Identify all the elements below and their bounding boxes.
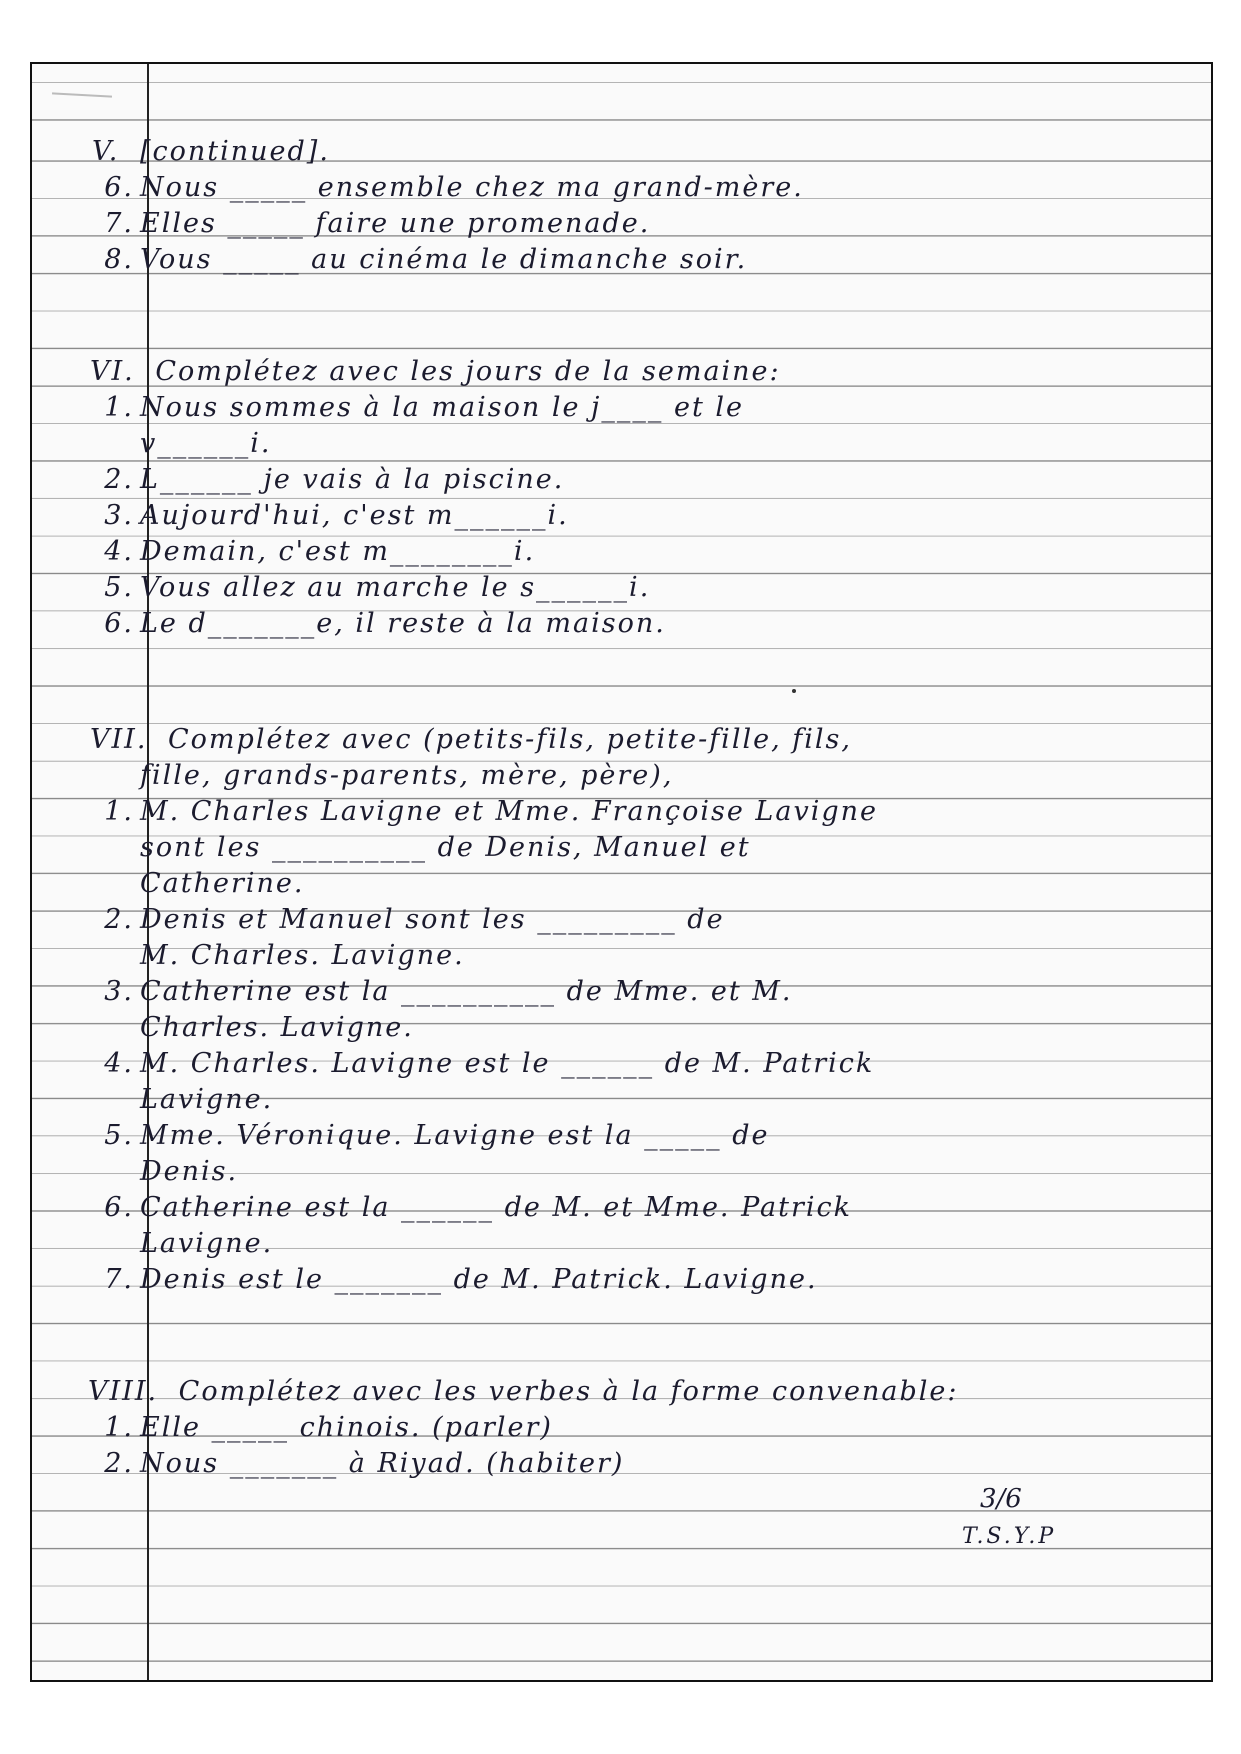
ink-dot <box>792 689 796 693</box>
item-text: Catherine. <box>140 868 305 899</box>
item-text: Mme. Véronique. Lavigne est la _____ de <box>140 1120 770 1151</box>
section-title: Complétez avec les jours de la semaine: <box>155 356 781 387</box>
item-number: 6. <box>104 172 134 203</box>
section-number: VII. <box>90 724 148 755</box>
item-text: M. Charles Lavigne et Mme. Françoise Lavigne <box>140 796 878 827</box>
item-number: 1. <box>104 1412 134 1443</box>
item-text: L______ je vais à la piscine. <box>140 464 565 495</box>
notebook-page <box>30 62 1213 1682</box>
section-heading <box>92 136 330 167</box>
item-text: Vous allez au marche le s______i. <box>140 572 651 603</box>
item-number: 5. <box>104 572 134 603</box>
item-number: 6. <box>104 1192 134 1223</box>
section-heading-continued: fille, grands-parents, mère, père), <box>140 760 674 791</box>
item-text: Nous _____ ensemble chez ma grand-mère. <box>140 172 804 203</box>
item-text: M. Charles. Lavigne. <box>140 940 465 971</box>
section-number: V. <box>92 136 120 167</box>
item-number: 2. <box>104 1448 134 1479</box>
item-number: 1. <box>104 392 134 423</box>
item-text: M. Charles. Lavigne est le ______ de M. Patrick <box>140 1048 875 1079</box>
item-number: 2. <box>104 904 134 935</box>
item-number: 6. <box>104 608 134 639</box>
section-heading <box>90 724 852 755</box>
section-heading <box>90 356 781 387</box>
section-heading <box>88 1376 958 1407</box>
item-number: 3. <box>104 976 134 1007</box>
item-number: 4. <box>104 536 134 567</box>
item-text: Lavigne. <box>140 1228 274 1259</box>
section-title: Complétez avec (petits-fils, petite-fille, fils, <box>168 724 852 755</box>
item-text: Le d_______e, il reste à la maison. <box>140 608 666 639</box>
item-number: 5. <box>104 1120 134 1151</box>
section-title: [continued]. <box>139 136 330 167</box>
item-number: 7. <box>104 1264 134 1295</box>
handwritten-exercises <box>32 64 1211 1680</box>
section-number: VI. <box>90 356 135 387</box>
item-text: Denis et Manuel sont les _________ de <box>140 904 725 935</box>
item-text: Catherine est la ______ de M. et Mme. Patrick <box>140 1192 853 1223</box>
item-number: 1. <box>104 796 134 827</box>
item-text: Charles. Lavigne. <box>140 1012 414 1043</box>
item-text: Elles _____ faire une promenade. <box>140 208 651 239</box>
item-text: Nous sommes à la maison le j____ et le <box>140 392 745 423</box>
section-title: Complétez avec les verbes à la forme convenable: <box>178 1376 959 1407</box>
section-number: VIII. <box>88 1376 159 1407</box>
item-text: Demain, c'est m________i. <box>140 536 536 567</box>
item-text: Denis. <box>140 1156 239 1187</box>
item-text: Vous _____ au cinéma le dimanche soir. <box>140 244 748 275</box>
item-number: 7. <box>104 208 134 239</box>
item-text: Catherine est la __________ de Mme. et M. <box>140 976 793 1007</box>
item-text: Denis est le _______ de M. Patrick. Lavigne. <box>140 1264 818 1295</box>
item-number: 3. <box>104 500 134 531</box>
item-number: 2. <box>104 464 134 495</box>
item-text: Aujourd'hui, c'est m______i. <box>140 500 569 531</box>
item-number: 8. <box>104 244 134 275</box>
item-text: Nous _______ à Riyad. (habiter) <box>140 1448 625 1479</box>
item-text: Elle _____ chinois. (parler) <box>140 1412 553 1443</box>
item-text: sont les __________ de Denis, Manuel et <box>140 832 751 863</box>
item-text: v______i. <box>140 428 272 459</box>
item-text: Lavigne. <box>140 1084 274 1115</box>
signature-initials: T.S.Y.P <box>962 1524 1057 1549</box>
item-number: 4. <box>104 1048 134 1079</box>
page-number: 3/6 <box>980 1484 1022 1514</box>
